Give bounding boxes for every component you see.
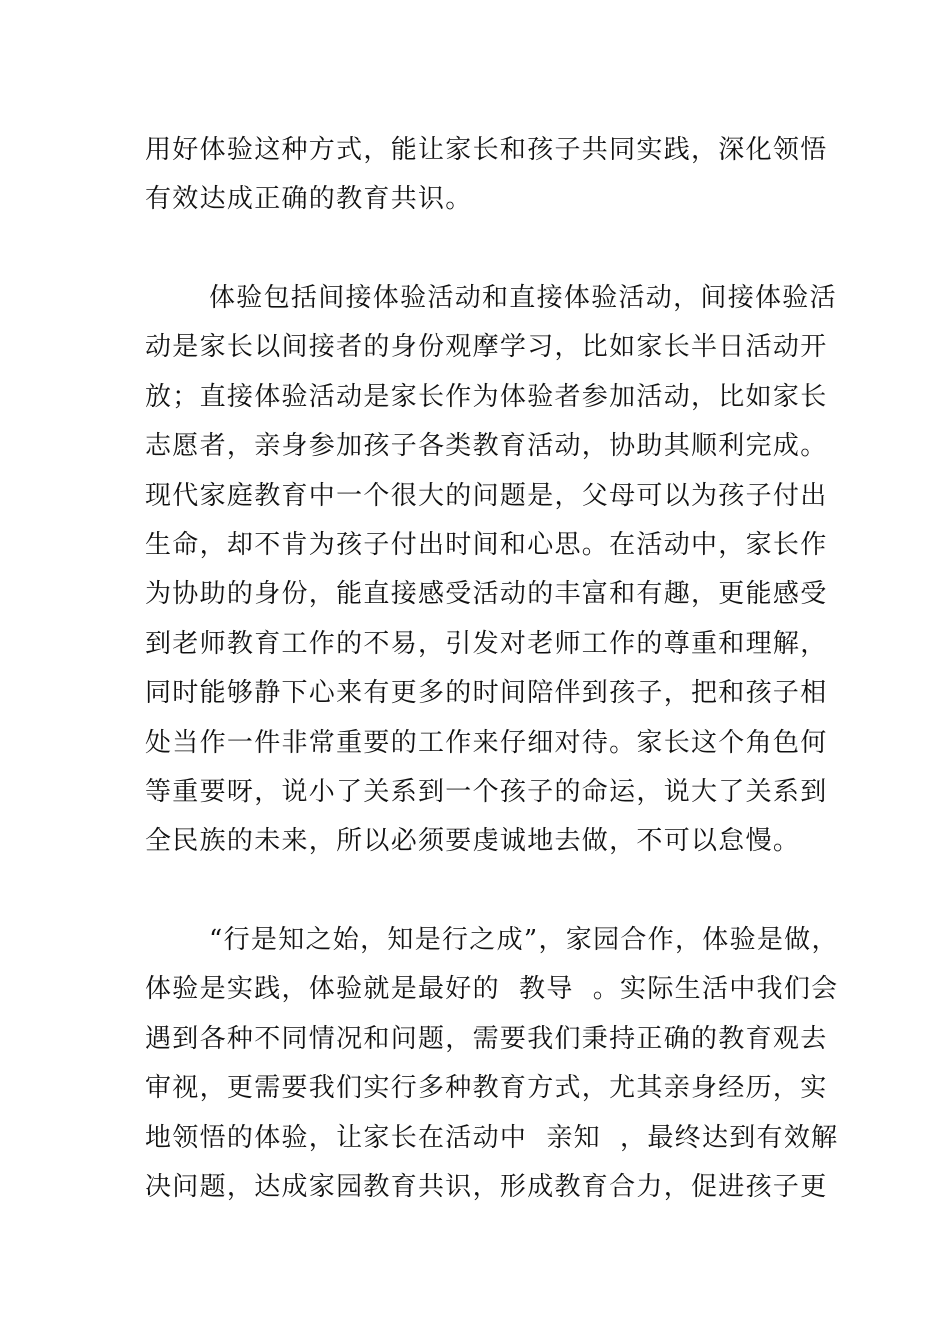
text-line: 审视，更需要我们实行多种教育方式，尤其亲身经历，实	[145, 1073, 828, 1104]
text-line: 遇到各种不同情况和问题，需要我们秉持正确的教育观去	[145, 1023, 828, 1054]
text-line: 有效达成正确的教育共识。	[145, 184, 473, 215]
paragraph-1	[145, 126, 828, 225]
text-line: 为协助的身份，能直接感受活动的丰富和有趣，更能感受	[145, 579, 828, 610]
paragraph-2	[145, 274, 837, 867]
paragraph-3	[145, 916, 839, 1212]
text-line: 放；直接体验活动是家长作为体验者参加活动，比如家长	[145, 381, 828, 412]
text-line: “行是知之始，知是行之成”，家园合作，体验是做，	[209, 925, 839, 955]
text-line: 同时能够静下心来有更多的时间陪伴到孩子，把和孩子相	[145, 678, 828, 709]
text-line: 动是家长以间接者的身份观摩学习，比如家长半日活动开	[145, 332, 828, 363]
text-line: 全民族的未来，所以必须要虔诚地去做，不可以怠慢。	[145, 826, 801, 857]
text-line: 志愿者，亲身参加孩子各类教育活动，协助其顺利完成。	[145, 431, 828, 462]
text-line: 体验包括间接体验活动和直接体验活动，间接体验活	[209, 283, 837, 313]
text-line: 等重要呀，说小了关系到一个孩子的命运，说大了关系到	[145, 776, 828, 807]
text-line: 用好体验这种方式，能让家长和孩子共同实践，深化领悟	[145, 135, 828, 165]
text-line: 决问题，达成家园教育共识，形成教育合力，促进孩子更	[145, 1171, 828, 1202]
text-line: 处当作一件非常重要的工作来仔细对待。家长这个角色何	[145, 727, 828, 758]
text-line: 体验是实践，体验就是最好的 教导 。实际生活中我们会	[145, 974, 839, 1005]
text-line: 现代家庭教育中一个很大的问题是，父母可以为孩子付出	[145, 480, 828, 511]
text-line: 生命，却不肯为孩子付出时间和心思。在活动中，家长作	[145, 529, 828, 560]
text-line: 到老师教育工作的不易，引发对老师工作的尊重和理解，	[145, 628, 828, 659]
text-line: 地领悟的体验，让家长在活动中 亲知 ，最终达到有效解	[145, 1122, 839, 1153]
